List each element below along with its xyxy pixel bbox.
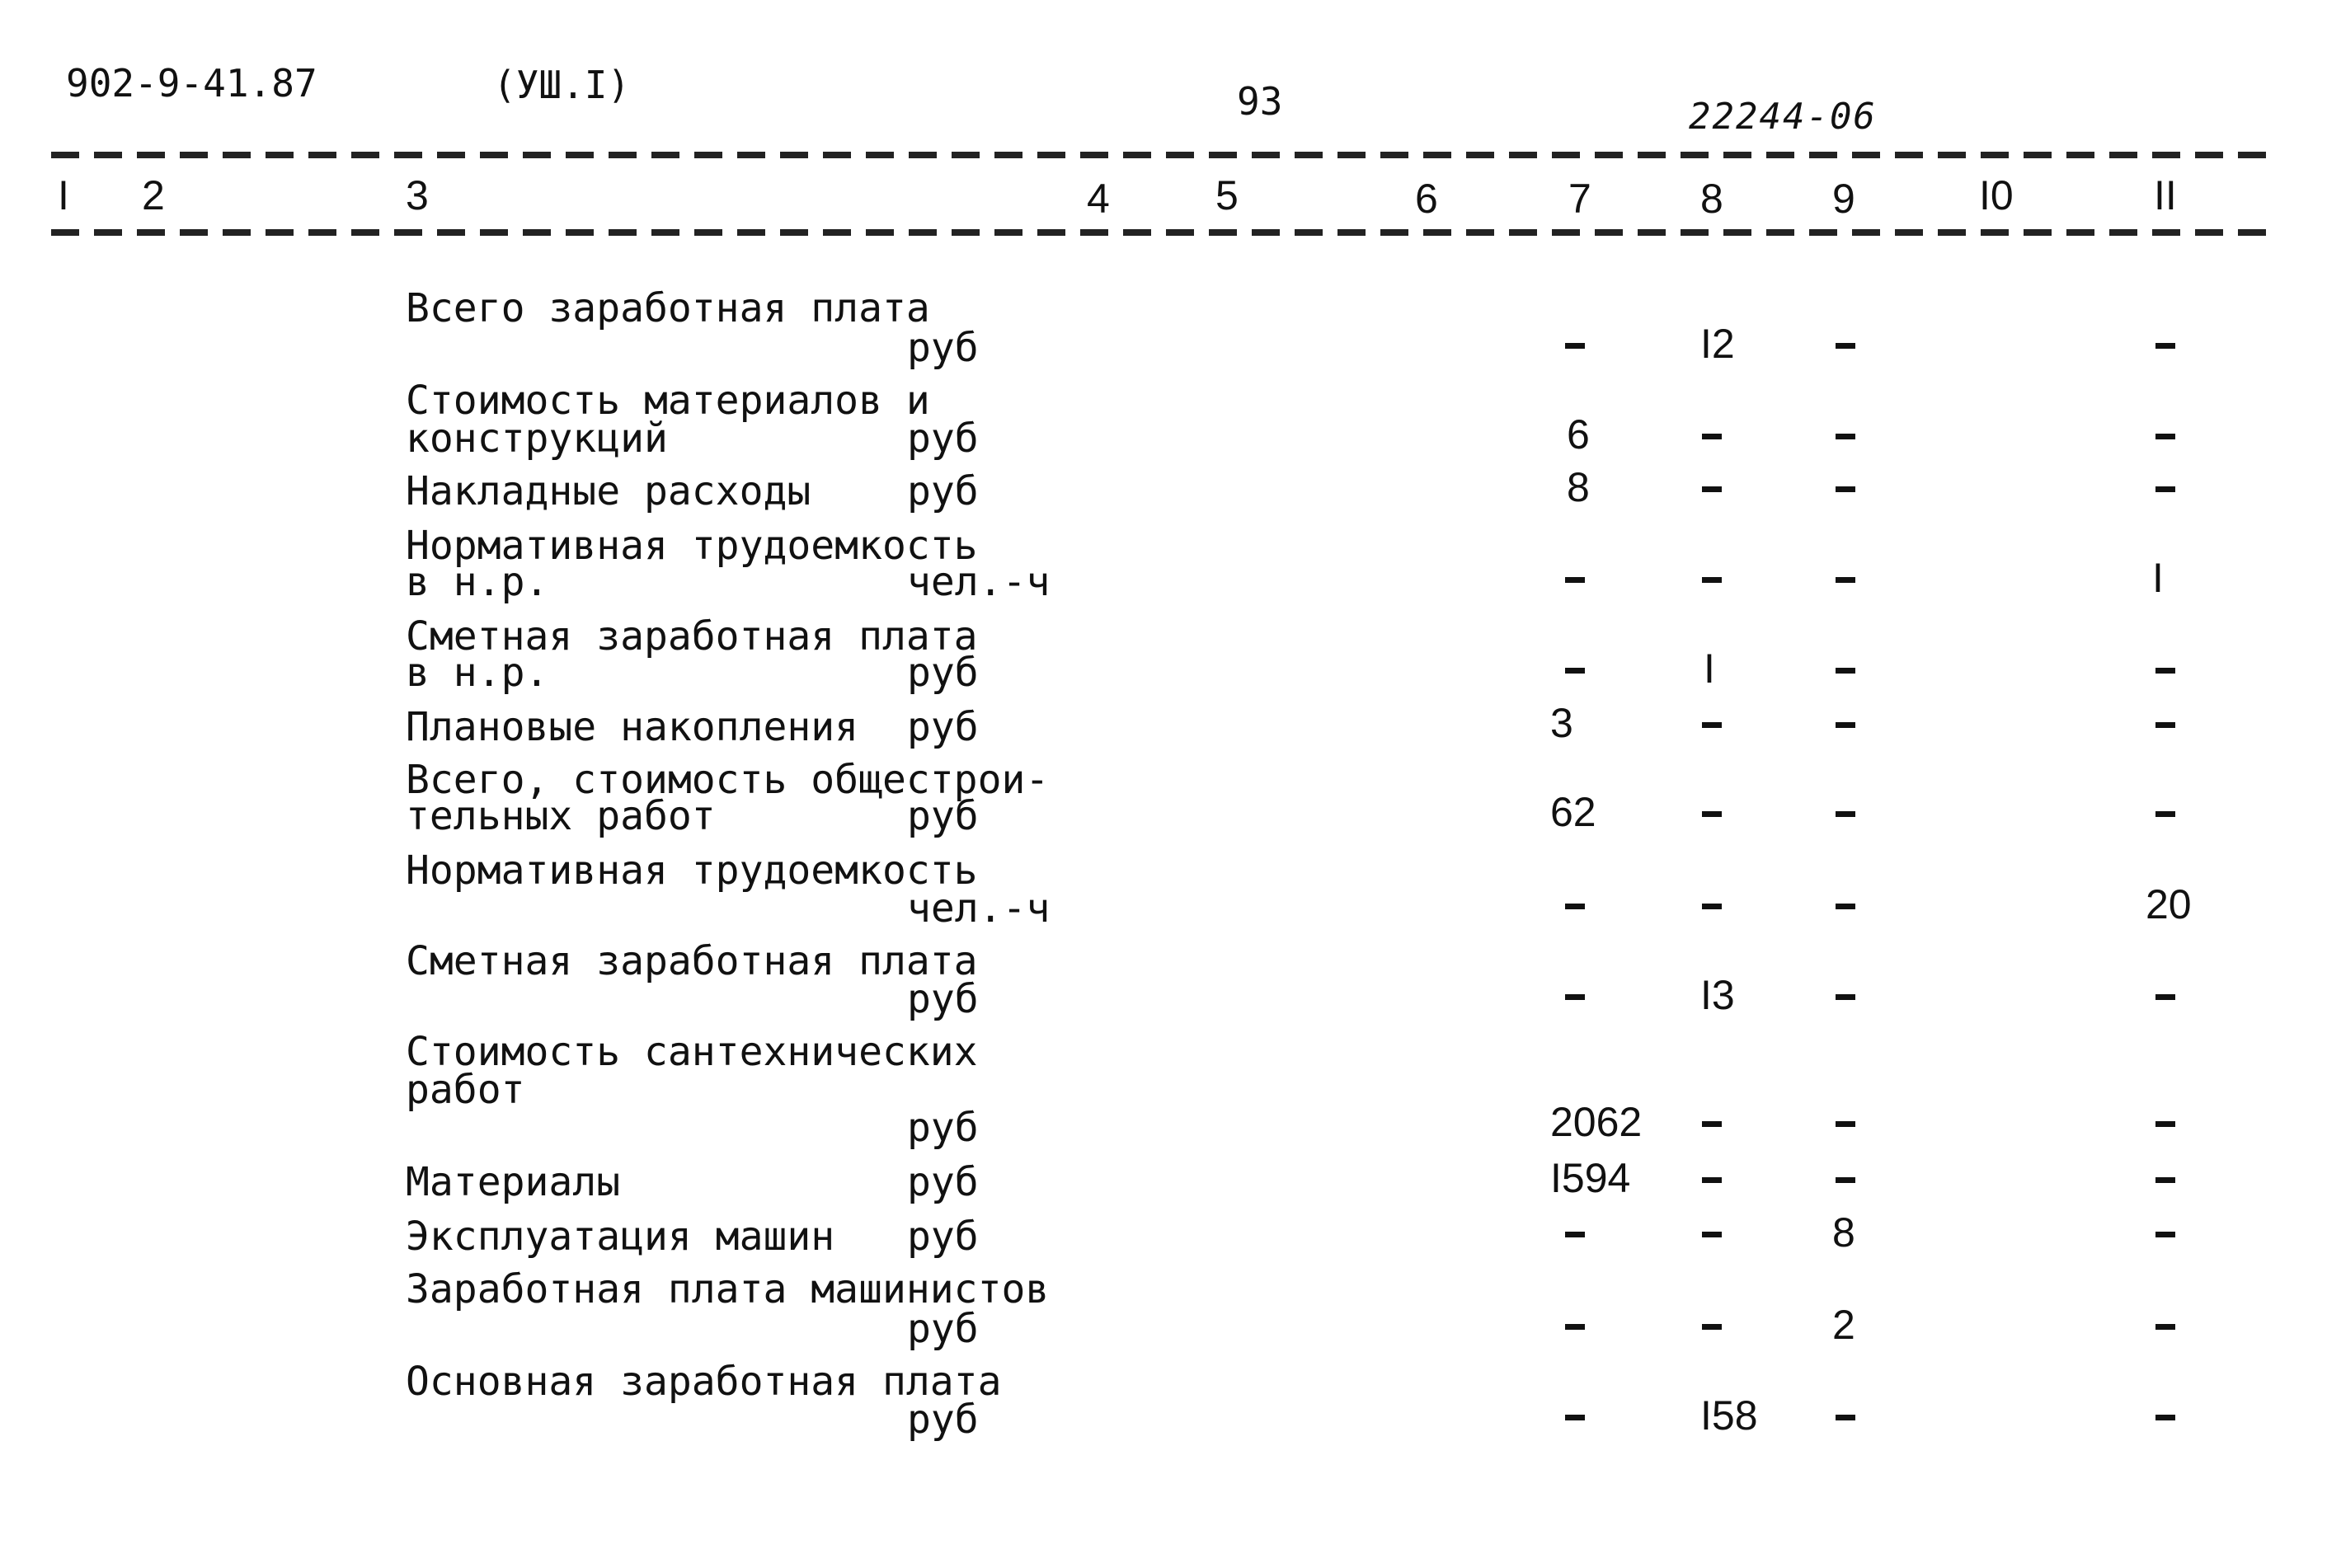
unit-label: чел.-ч bbox=[907, 559, 1051, 605]
unit-label: руб bbox=[907, 1214, 979, 1260]
row-label-estimated-wages-overhead-cont: в н.р. bbox=[406, 650, 549, 696]
null-dash-c7 bbox=[1565, 1415, 1585, 1420]
row-label-general-construction-total-cont: тельных работ bbox=[406, 793, 716, 839]
null-dash-c8 bbox=[1702, 904, 1722, 909]
document-code: 902-9-41.87 bbox=[66, 61, 317, 106]
null-dash-c8 bbox=[1702, 486, 1722, 492]
null-dash-c11 bbox=[2155, 1415, 2175, 1420]
null-dash-c9 bbox=[1836, 668, 1855, 674]
null-dash-c9 bbox=[1836, 722, 1855, 728]
cell-value: 8 bbox=[1567, 464, 1590, 510]
row-label-base-wages: Основная заработная плата bbox=[406, 1359, 1002, 1405]
null-dash-c11 bbox=[2155, 1121, 2175, 1127]
row-label-materials: Материалы bbox=[406, 1159, 621, 1205]
null-dash-c8 bbox=[1702, 577, 1722, 583]
cell-value: 6 bbox=[1567, 411, 1590, 458]
null-dash-c9 bbox=[1836, 577, 1855, 583]
cell-value: 20 bbox=[2146, 881, 2192, 927]
row-label-total-wages: Всего заработная плата bbox=[406, 285, 930, 331]
row-label-labor-intensity: Нормативная трудоемкость bbox=[406, 847, 978, 894]
null-dash-c11 bbox=[2155, 722, 2175, 728]
cell-value: 62 bbox=[1550, 789, 1596, 835]
cell-value: 2062 bbox=[1550, 1099, 1643, 1145]
column-header-7: 7 bbox=[1568, 176, 1591, 222]
row-label-general-construction-total: Всего, стоимость общестрои- bbox=[406, 757, 1050, 803]
null-dash-c9 bbox=[1836, 811, 1855, 817]
row-label-machine-operation: Эксплуатация машин bbox=[406, 1214, 835, 1260]
cell-value: I58 bbox=[1700, 1392, 1758, 1439]
null-dash-c11 bbox=[2155, 668, 2175, 674]
row-label-planned-savings: Плановые накопления bbox=[406, 704, 859, 750]
null-dash-c11 bbox=[2155, 1177, 2175, 1183]
header-rule-top bbox=[51, 152, 2278, 158]
cell-value: 2 bbox=[1832, 1302, 1855, 1348]
null-dash-c7 bbox=[1565, 577, 1585, 583]
column-header-1: I bbox=[58, 172, 69, 218]
null-dash-c7 bbox=[1565, 994, 1585, 1000]
null-dash-c9 bbox=[1836, 1121, 1855, 1127]
column-header-5: 5 bbox=[1215, 172, 1239, 218]
column-header-2: 2 bbox=[142, 172, 165, 218]
column-header-9: 9 bbox=[1832, 176, 1855, 222]
unit-label: руб bbox=[907, 976, 979, 1022]
unit-label: руб bbox=[907, 1105, 979, 1151]
cell-value: 3 bbox=[1550, 700, 1573, 746]
cell-value: I2 bbox=[1700, 321, 1735, 367]
unit-label: руб bbox=[907, 793, 979, 839]
page-number: 93 bbox=[1237, 79, 1283, 124]
cell-value: I594 bbox=[1550, 1155, 1631, 1201]
column-header-6: 6 bbox=[1415, 176, 1438, 222]
unit-label: руб bbox=[907, 704, 979, 750]
row-label-machinist-wages: Заработная плата машинистов bbox=[406, 1266, 1050, 1312]
null-dash-c7 bbox=[1565, 343, 1585, 349]
null-dash-c7 bbox=[1565, 1324, 1585, 1330]
null-dash-c11 bbox=[2155, 486, 2175, 492]
row-label-materials-structures: Стоимость материалов и bbox=[406, 378, 930, 424]
column-header-3: 3 bbox=[406, 172, 429, 218]
unit-label: чел.-ч bbox=[907, 885, 1051, 932]
null-dash-c9 bbox=[1836, 1177, 1855, 1183]
cell-value: I3 bbox=[1700, 972, 1735, 1018]
null-dash-c8 bbox=[1702, 1121, 1722, 1127]
null-dash-c7 bbox=[1565, 1232, 1585, 1237]
unit-label: руб bbox=[907, 1397, 979, 1443]
null-dash-c9 bbox=[1836, 1415, 1855, 1420]
null-dash-c8 bbox=[1702, 811, 1722, 817]
column-header-4: 4 bbox=[1087, 176, 1110, 222]
null-dash-c9 bbox=[1836, 904, 1855, 909]
null-dash-c8 bbox=[1702, 1324, 1722, 1330]
null-dash-c7 bbox=[1565, 668, 1585, 674]
null-dash-c11 bbox=[2155, 1324, 2175, 1330]
handwritten-document-number: 22244-06 bbox=[1689, 96, 1877, 138]
null-dash-c9 bbox=[1836, 994, 1855, 1000]
column-header-11: II bbox=[2154, 172, 2177, 218]
cell-value: I bbox=[1704, 646, 1715, 692]
null-dash-c9 bbox=[1836, 486, 1855, 492]
row-label-plumbing-works-cost-cont: работ bbox=[406, 1067, 525, 1113]
row-label-estimated-wages: Сметная заработная плата bbox=[406, 938, 978, 984]
row-label-plumbing-works-cost: Стоимость сантехнических bbox=[406, 1029, 978, 1075]
row-label-labor-intensity-overhead: Нормативная трудоемкость bbox=[406, 523, 978, 569]
column-header-10: I0 bbox=[1979, 172, 2014, 218]
null-dash-c8 bbox=[1702, 1232, 1722, 1237]
null-dash-c11 bbox=[2155, 343, 2175, 349]
null-dash-c11 bbox=[2155, 811, 2175, 817]
null-dash-c7 bbox=[1565, 904, 1585, 909]
unit-label: руб bbox=[907, 650, 979, 696]
null-dash-c8 bbox=[1702, 1177, 1722, 1183]
unit-label: руб bbox=[907, 415, 979, 462]
cell-value: 8 bbox=[1832, 1209, 1855, 1256]
row-label-estimated-wages-overhead: Сметная заработная плата bbox=[406, 613, 978, 660]
section-label: (УШ.I) bbox=[493, 63, 631, 107]
row-label-overhead: Накладные расходы bbox=[406, 468, 811, 514]
unit-label: руб bbox=[907, 325, 979, 371]
null-dash-c11 bbox=[2155, 1232, 2175, 1237]
column-header-8: 8 bbox=[1700, 176, 1723, 222]
null-dash-c11 bbox=[2155, 994, 2175, 1000]
null-dash-c11 bbox=[2155, 434, 2175, 439]
unit-label: руб bbox=[907, 1159, 979, 1205]
null-dash-c9 bbox=[1836, 343, 1855, 349]
null-dash-c9 bbox=[1836, 434, 1855, 439]
header-rule-bottom bbox=[51, 229, 2278, 236]
cell-value: I bbox=[2152, 555, 2164, 601]
unit-label: руб bbox=[907, 468, 979, 514]
unit-label: руб bbox=[907, 1306, 979, 1352]
row-label-materials-structures-cont: конструкций bbox=[406, 415, 668, 462]
row-label-labor-intensity-overhead-cont: в н.р. bbox=[406, 559, 549, 605]
null-dash-c8 bbox=[1702, 434, 1722, 439]
null-dash-c8 bbox=[1702, 722, 1722, 728]
